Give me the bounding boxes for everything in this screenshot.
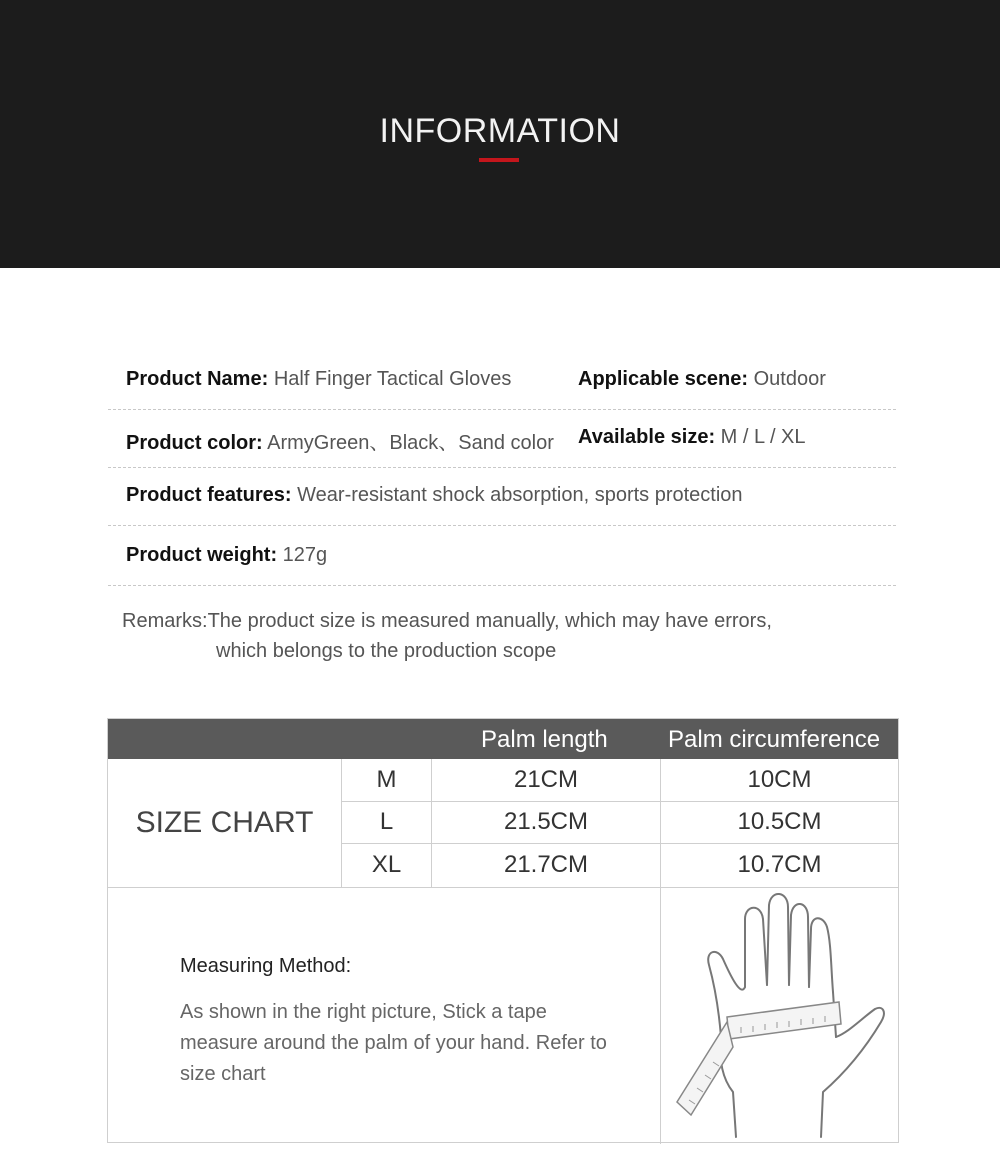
size-chart-label: SIZE CHART [135, 806, 314, 839]
info-row-weight [108, 528, 896, 586]
available-size-value: M / L / XL [720, 426, 806, 448]
product-features-label: Product features: [126, 484, 292, 506]
size-chart-table [107, 718, 899, 1143]
size-cell: L [379, 808, 394, 835]
palm-length-cell: 21.5CM [503, 808, 589, 835]
info-row-name [108, 352, 896, 410]
info-row-color [108, 410, 896, 468]
remarks [122, 606, 772, 666]
remarks-line-2: which belongs to the production scope [216, 640, 557, 662]
available-size-label: Available size: [578, 426, 716, 448]
page-title: INFORMATION [379, 112, 621, 150]
palm-circumference-cell: 10CM [747, 766, 812, 793]
column-palm-circumference: Palm circumference [668, 726, 881, 753]
title-accent-bar [479, 158, 519, 162]
palm-length-cell: 21CM [513, 766, 579, 793]
info-header [0, 0, 1000, 268]
size-table-header [108, 719, 898, 759]
size-cell: M [376, 766, 397, 793]
applicable-scene-label: Applicable scene: [578, 368, 749, 390]
product-color-label: Product color: [126, 432, 263, 454]
product-name-value: Half Finger Tactical Gloves [273, 368, 512, 390]
applicable-scene-value: Outdoor [753, 368, 826, 390]
hand-measure-illustration [661, 887, 898, 1142]
size-cell: XL [371, 851, 402, 878]
column-palm-length: Palm length [481, 726, 608, 753]
measuring-method-text: As shown in the right picture, Stick a tape measure around the palm of your hand. Refer to size chart [180, 1001, 607, 1085]
product-features-value: Wear-resistant shock absorption, sports protection [297, 484, 743, 506]
product-weight-value: 127g [282, 544, 328, 566]
palm-circumference-cell: 10.5CM [737, 808, 822, 835]
info-row-features [108, 468, 896, 526]
remarks-line-1: Remarks:The product size is measured manually, which may have errors, [122, 610, 772, 632]
palm-circumference-cell: 10.7CM [737, 851, 822, 878]
product-name-label: Product Name: [126, 368, 269, 390]
product-weight-label: Product weight: [126, 544, 278, 566]
measuring-method-title: Measuring Method: [180, 955, 352, 977]
product-color-value: ArmyGreen、Black、Sand color [267, 432, 554, 454]
palm-length-cell: 21.7CM [503, 851, 589, 878]
